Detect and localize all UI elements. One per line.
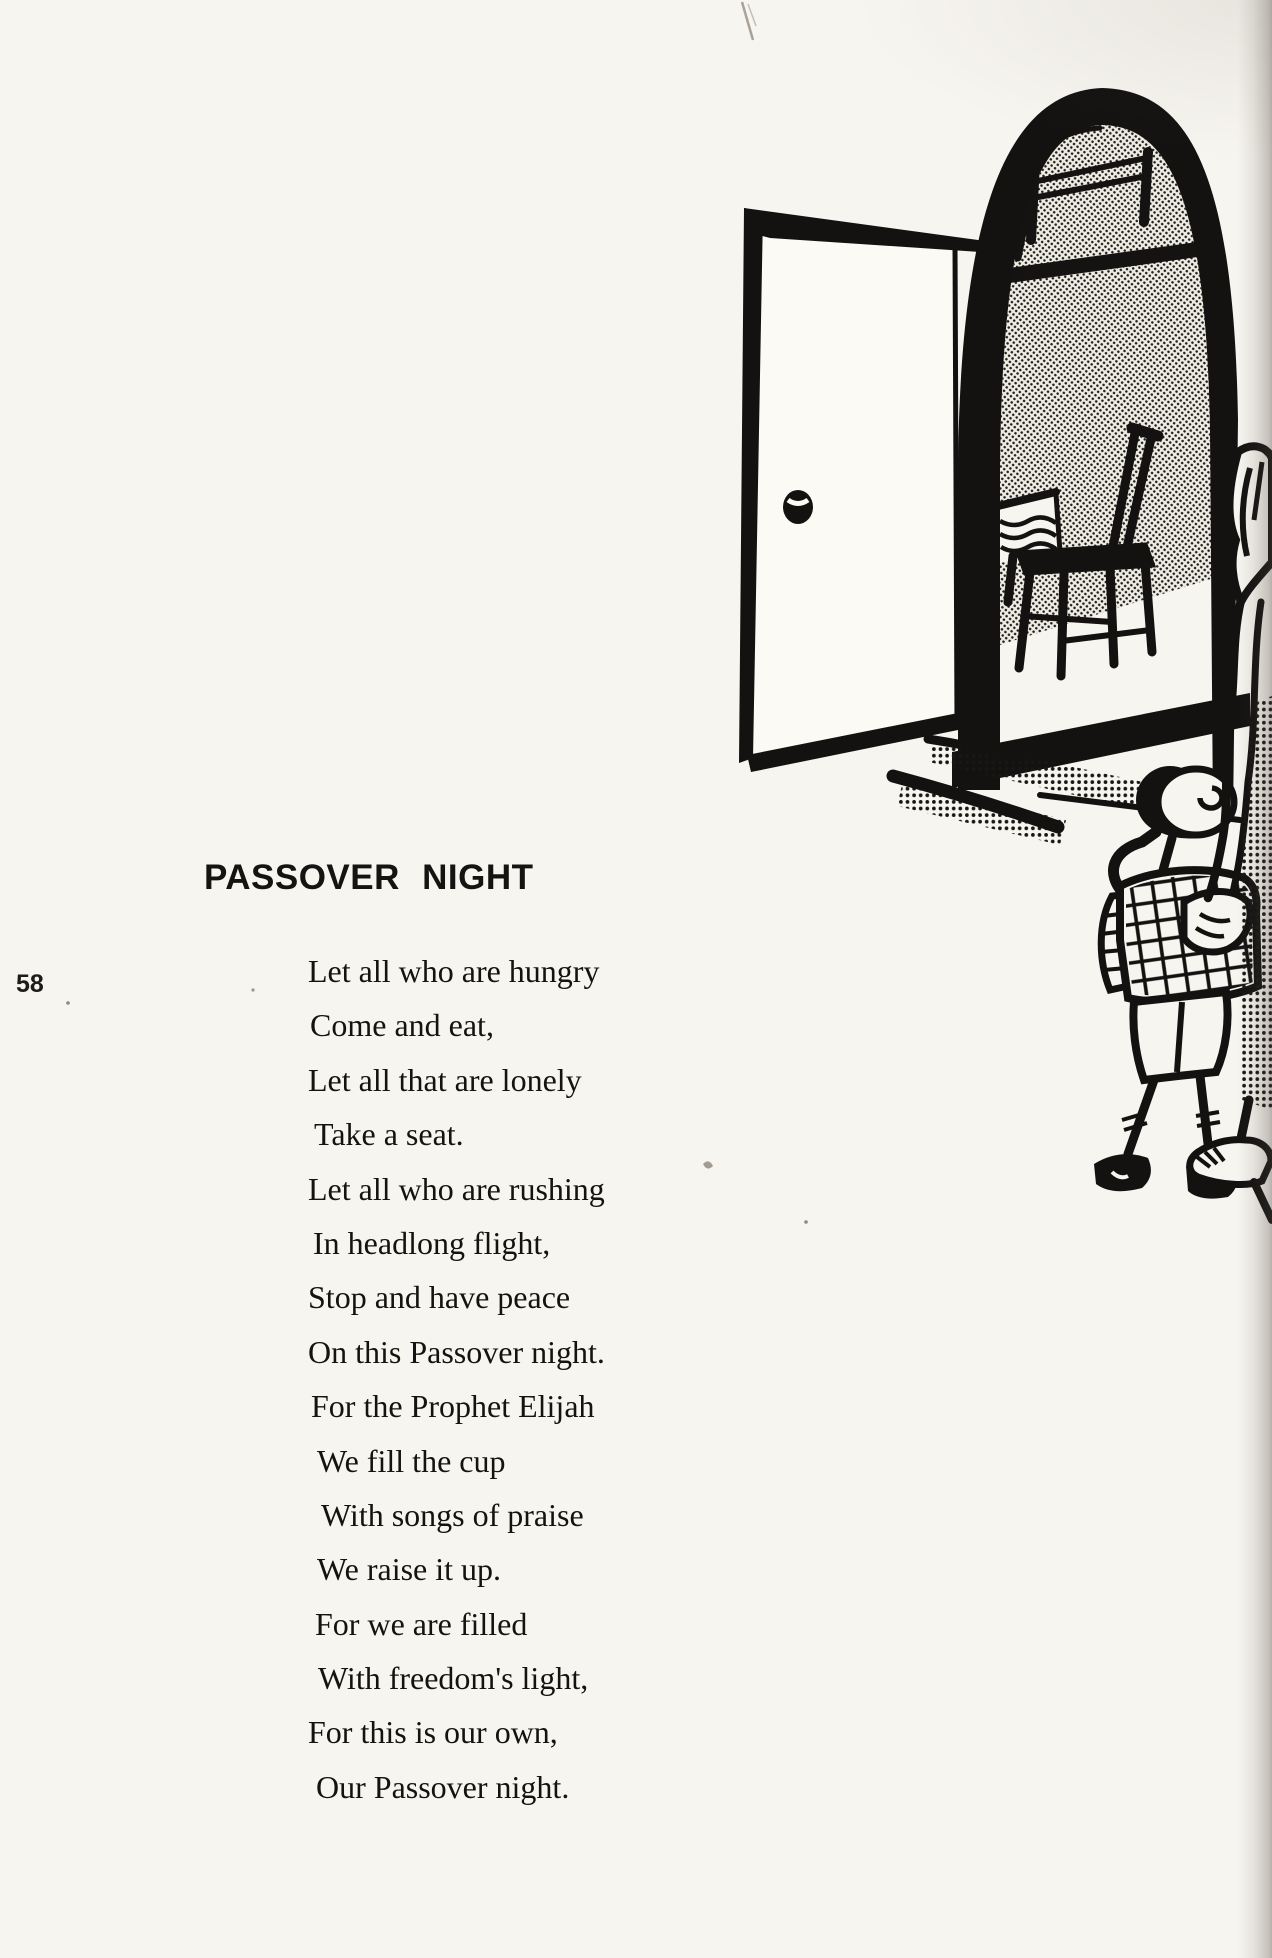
- poem-line: Let all that are lonely: [308, 1061, 582, 1098]
- boy-shorts: [1133, 992, 1227, 1080]
- arch-frame: [958, 88, 1238, 815]
- poem-line: Let all who are hungry: [308, 953, 600, 989]
- adult-foot: [1190, 1140, 1271, 1185]
- poem-line: With songs of praise: [321, 1496, 584, 1533]
- poem-line: For the Prophet Elijah: [311, 1388, 595, 1425]
- threshold: [952, 693, 1250, 788]
- boy-figure: [1094, 766, 1258, 1199]
- draped-cloth: [998, 492, 1060, 602]
- door-hinge-edge: [739, 208, 763, 763]
- adult-hand: [1184, 892, 1250, 952]
- chair: [1017, 428, 1158, 676]
- boy-shoe-left: [1094, 1154, 1151, 1191]
- poem-line: Let all who are rushing: [308, 1170, 605, 1207]
- poem: [308, 944, 605, 1814]
- adult-skirt: [1239, 696, 1272, 1110]
- page-gutter-shadow: [1238, 0, 1272, 1958]
- page-number: 58: [16, 970, 44, 998]
- arched-doorway: [958, 88, 1240, 815]
- poem-line: With freedom's light,: [318, 1660, 589, 1697]
- scan-corner-shade: [852, 0, 1272, 160]
- interior-wall: [1000, 125, 1214, 645]
- door: [739, 208, 1000, 772]
- poem-line: Our Passover night.: [316, 1768, 570, 1805]
- door-top-edge: [744, 208, 1000, 253]
- poem-line: We raise it up.: [317, 1551, 502, 1588]
- interior-floor: [1000, 578, 1240, 748]
- poem-line: For this is our own,: [308, 1714, 558, 1751]
- adult-figure: [1190, 446, 1272, 1220]
- adult-drape: [1229, 446, 1272, 602]
- poem-line: Come and eat,: [310, 1007, 494, 1044]
- boy-sleeve: [1101, 893, 1142, 990]
- poem-line: We fill the cup: [317, 1442, 506, 1479]
- doorknob: [783, 490, 813, 524]
- poem-title: PASSOVER NIGHT: [204, 858, 534, 897]
- doorstep-shadows: [893, 736, 1240, 845]
- door-bottom-edge: [747, 713, 958, 772]
- poem-line: Stop and have peace: [308, 1279, 571, 1316]
- poem-line: For we are filled: [315, 1605, 528, 1642]
- poem-line: In headlong flight,: [313, 1224, 551, 1261]
- poem-line: Take a seat.: [314, 1116, 464, 1153]
- boy-cap: [1158, 769, 1234, 836]
- boy-shoe-right: [1186, 1161, 1238, 1199]
- boy-shirt: [1120, 870, 1258, 1001]
- transom-window: [996, 128, 1208, 276]
- poem-line: On this Passover night.: [308, 1333, 605, 1370]
